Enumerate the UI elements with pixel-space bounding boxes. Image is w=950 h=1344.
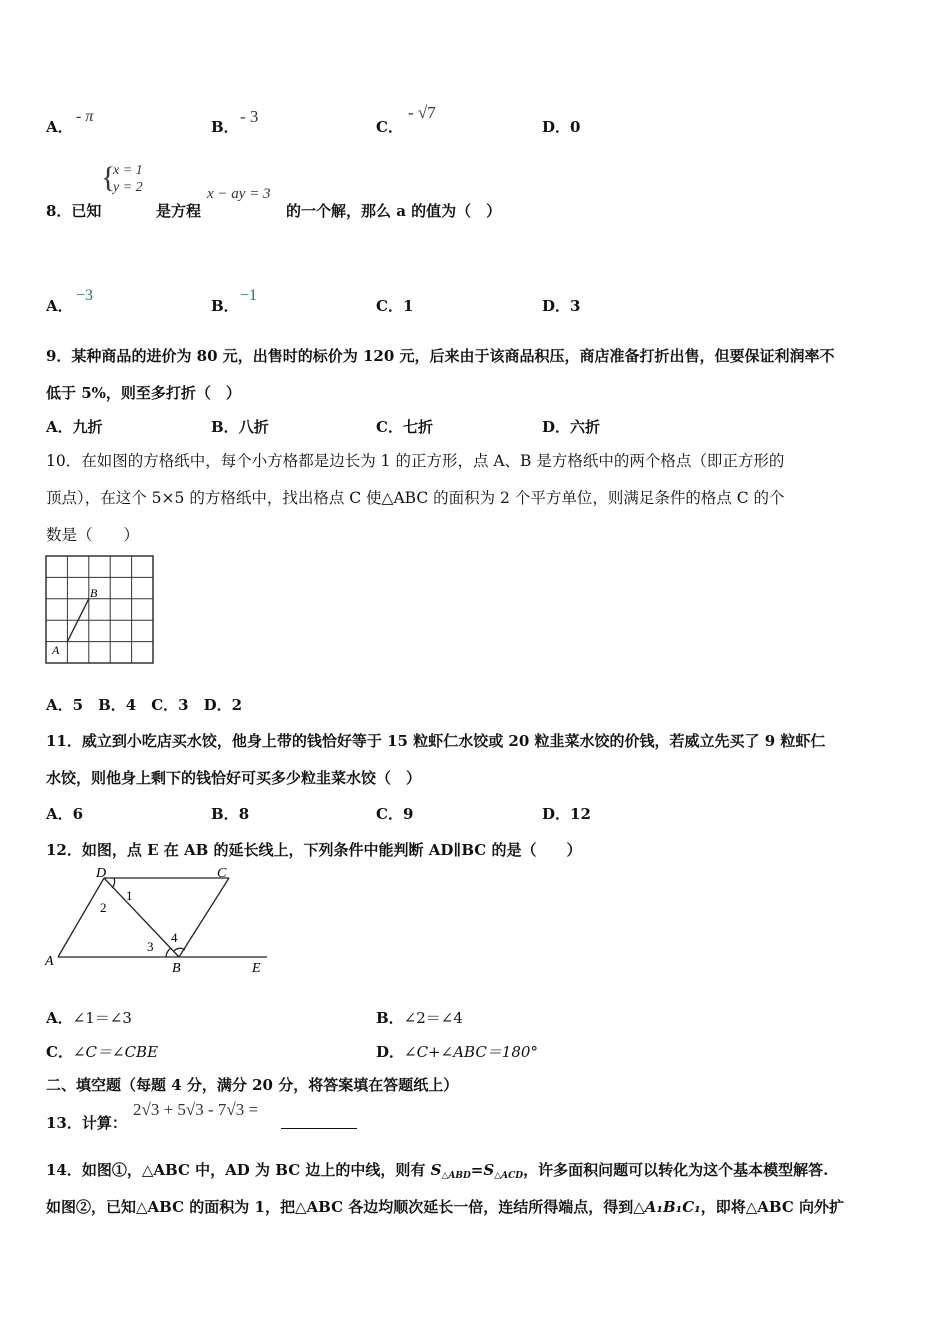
s: S [430, 1161, 442, 1179]
q9-option-b [211, 416, 269, 437]
q10-options: A．5 B．4 C．3 D．2 [46, 696, 243, 714]
q7-option-c-value: - √7 [408, 103, 436, 122]
system-line-1: x = 1 [113, 163, 143, 178]
sub: △ACD [494, 1171, 524, 1181]
text: ，许多面积问题可以转化为这个基本模型解答. [523, 1161, 829, 1179]
section-2-heading: 二、填空题（每题 4 分，满分 20 分，将答案填在答题纸上） [46, 1076, 459, 1094]
s: S [483, 1161, 495, 1179]
q12-line-1: 12．如图，点 E 在 AB 的延长线上，下列条件中能判断 AD∥BC 的是（ ） [46, 841, 582, 859]
angle-label-4: 4 [171, 930, 178, 945]
figure-lines [58, 878, 267, 957]
q7-option-b: B． [211, 118, 239, 136]
equals: = [470, 1161, 484, 1179]
q7-option-c: C． [376, 118, 403, 136]
q10-line-1: 10．在如图的方格纸中，每个小方格都是边长为 1 的正方形，点 A、B 是方格纸中的两个格点（即正方形的 [46, 452, 785, 470]
q8-option-a-value: −3 [76, 287, 94, 304]
q10-line-3: 数是（ ） [46, 526, 140, 544]
q8-option-d [542, 295, 580, 316]
option-letter: B． [211, 805, 239, 823]
q11-option-a [46, 803, 83, 824]
q9-option-c [376, 416, 433, 437]
q11-option-b [211, 803, 249, 824]
q9-line-2: 低于 5%，则至多打折（ ） [46, 384, 241, 402]
option-value: 六折 [570, 418, 601, 436]
q12-option-b [376, 1007, 463, 1028]
option-letter: A． [46, 418, 73, 436]
option-value: ∠C+∠ABC＝180° [404, 1043, 538, 1061]
q8-number: 8．已知 [46, 202, 102, 220]
blank-line [281, 1114, 357, 1129]
q14-line-2 [46, 1196, 844, 1217]
option-value: 八折 [238, 418, 269, 436]
q9-line-1: 9．某种商品的进价为 80 元，出售时的标价为 120 元，后来由于该商品积压，商店准备打折出售，但要保证利润率不 [46, 347, 835, 365]
q8-option-b: B． [211, 297, 239, 315]
option-value: 9 [402, 805, 414, 823]
option-value: ∠1＝∠3 [72, 1009, 132, 1027]
option-letter: C． [376, 805, 403, 823]
option-value: 3 [570, 297, 581, 315]
q8-equation-system [103, 162, 143, 196]
option-letter: A． [46, 805, 73, 823]
option-letter: C． [46, 1043, 73, 1061]
area-abd [431, 1161, 471, 1179]
option-letter: B． [211, 418, 239, 436]
option-value: ∠C＝∠CBE [72, 1043, 159, 1061]
q11-line-1: 11．威立到小吃店买水饺，他身上带的钱恰好等于 15 粒虾仁水饺或 20 粒韭菜水饺的价钱，若威立先买了 9 粒虾仁 [46, 732, 826, 750]
system-line-2: y = 2 [113, 180, 143, 195]
option-letter: D． [542, 118, 571, 136]
option-value: 6 [72, 805, 84, 823]
option-letter: C． [376, 418, 403, 436]
q9-option-d [542, 416, 600, 437]
brace-icon: { [101, 161, 116, 194]
q11-line-2: 水饺，则他身上剩下的钱恰好可买多少粒韭菜水饺（ ） [46, 769, 422, 787]
label-a: A [52, 643, 60, 657]
option-letter: D． [542, 805, 571, 823]
area-acd [483, 1161, 523, 1179]
q14-line-1 [46, 1159, 828, 1181]
option-value: 12 [570, 805, 591, 823]
q8-equation: x − ay = 3 [207, 186, 271, 202]
label-b: B [172, 961, 181, 976]
angle-label-3: 3 [147, 939, 154, 954]
option-value: 七折 [402, 418, 433, 436]
q8-option-b-value: −1 [240, 287, 258, 304]
q7-option-b-value: - 3 [240, 107, 259, 126]
q13-expression: 2√3 + 5√3 - 7√3 = [133, 1100, 259, 1119]
label-e: E [252, 961, 261, 976]
text: 14．如图①，△ABC 中，AD 为 BC 边上的中线，则有 [46, 1161, 431, 1179]
option-value: 8 [238, 805, 250, 823]
sub: △ABD [441, 1171, 471, 1181]
option-letter: A． [46, 1009, 73, 1027]
q12-parallelogram-figure [42, 862, 272, 978]
q13-answer-blank[interactable] [281, 1112, 357, 1131]
option-value: ∠2＝∠4 [403, 1009, 463, 1027]
option-letter: A． [46, 118, 73, 136]
angle-label-2: 2 [100, 900, 107, 915]
option-letter: D． [376, 1043, 405, 1061]
label-b: B [90, 586, 98, 600]
label-a: A [45, 954, 54, 969]
q10-grid-figure [44, 554, 156, 666]
q8-mid: 是方程 [156, 202, 202, 220]
text: 如图②，已知△ABC 的面积为 1，把△ABC 各边均顺次延长一倍，连结所得端点，得到 [46, 1198, 634, 1216]
option-letter: B． [376, 1009, 404, 1027]
q9-option-a [46, 416, 103, 437]
option-letter: D． [542, 297, 571, 315]
option-value: 九折 [72, 418, 103, 436]
q8-tail: 的一个解，那么 a 的值为（ ） [286, 202, 502, 220]
q7-option-a [46, 116, 73, 137]
q10-line-2: 顶点），在这个 5×5 的方格纸中，找出格点 C 使△ABC 的面积为 2 个平方单位，则满足条件的格点 C 的个 [46, 489, 785, 507]
option-letter: C． [376, 297, 403, 315]
triangle-name: △A₁B₁C₁ [633, 1198, 701, 1216]
q7-option-d [542, 116, 580, 137]
q11-option-d [542, 803, 591, 824]
option-letter: D． [542, 418, 571, 436]
text: ，即将△ABC 向外扩 [700, 1198, 845, 1216]
q12-option-c [46, 1041, 158, 1062]
q13-label: 13．计算： [46, 1114, 127, 1132]
grid-lines [46, 556, 153, 663]
label-d: D [96, 866, 107, 881]
angle-label-1: 1 [126, 888, 133, 903]
q7-option-a-value: - π [76, 108, 94, 125]
option-value: 1 [402, 297, 414, 315]
q8-option-a: A． [46, 297, 73, 315]
q8-option-c [376, 295, 413, 316]
q12-option-a [46, 1007, 132, 1028]
label-c: C [217, 866, 227, 881]
option-value: 0 [570, 118, 581, 136]
q12-option-d [376, 1041, 538, 1062]
q11-option-c [376, 803, 413, 824]
